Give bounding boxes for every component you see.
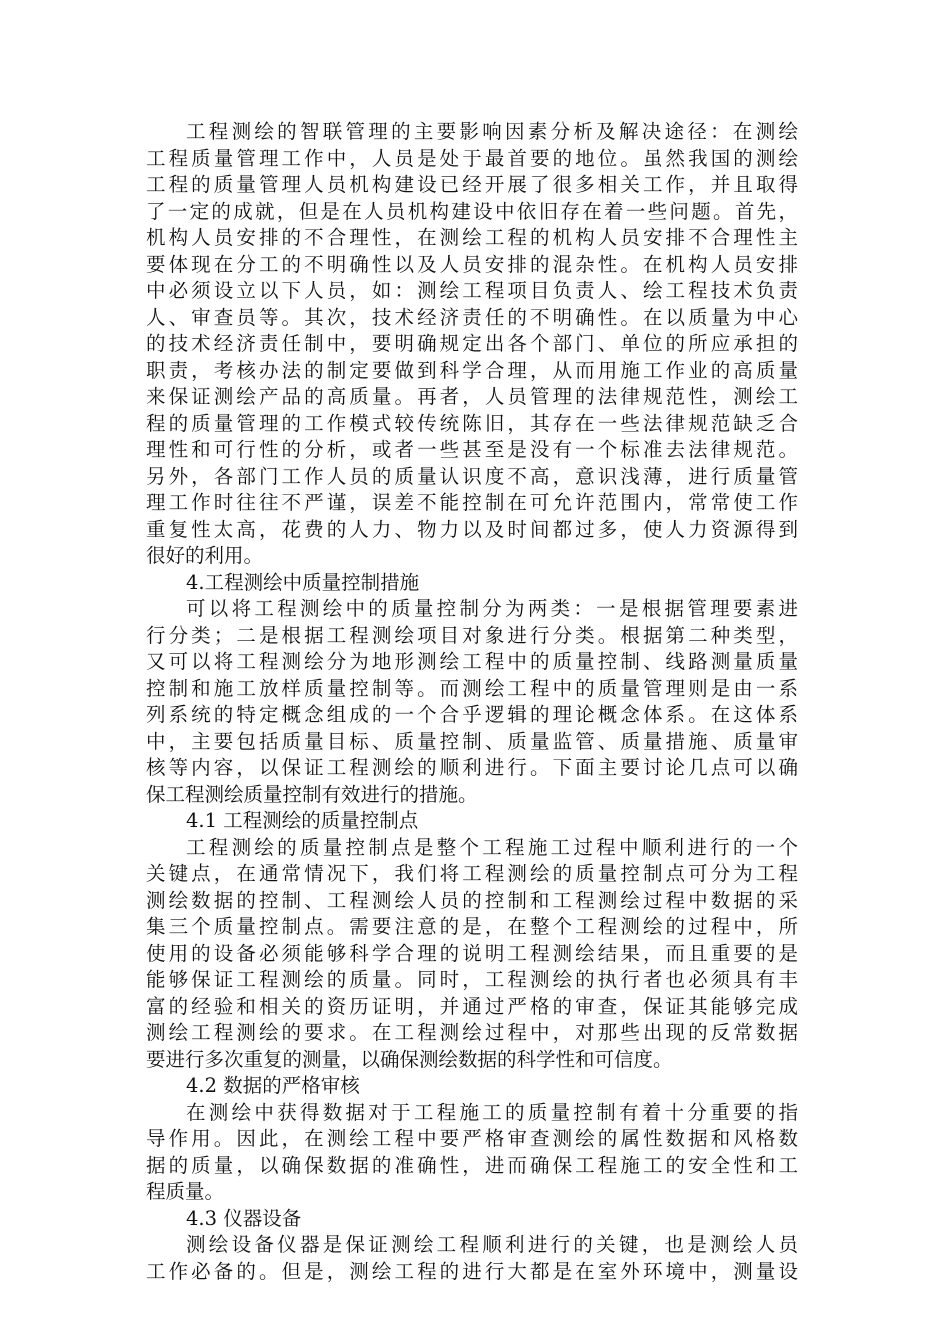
paragraph-line: 来保证测绘产品的高质量。再者，人员管理的法律规范性，测绘工: [146, 385, 798, 408]
section-heading: [146, 808, 798, 835]
paragraph-line: 另外，各部门工作人员的质量认识度不高，意识浅薄，进行质量管: [146, 464, 798, 488]
heading-text: 4.1 工程测绘的质量控制点: [186, 809, 419, 832]
paragraph-line: 使用的设备必须能够科学合理的说明工程测绘结果，而且重要的是: [146, 941, 798, 965]
paragraph-line: 要体现在分工的不明确性以及人员安排的混杂性。在机构人员安排: [146, 252, 798, 276]
body-paragraph: [146, 1100, 798, 1206]
paragraph-line: 理工作时往往不严谨，误差不能控制在可允许范围内，常常使工作: [146, 491, 798, 514]
paragraph-line: 可以将工程测绘中的质量控制分为两类：一是根据管理要素进: [186, 597, 798, 620]
paragraph-line: 程质量。: [146, 1180, 225, 1203]
paragraph-line: 关键点，在通常情况下，我们将工程测绘的质量控制点可分为工程: [146, 862, 798, 885]
paragraph-line: 又可以将工程测绘分为地形测绘工程中的质量控制、线路测量质量: [146, 650, 798, 673]
paragraph-line: 在测绘中获得数据对于工程施工的质量控制有着十分重要的指: [186, 1100, 798, 1124]
section-heading: [146, 1073, 798, 1100]
body-paragraph: [146, 119, 798, 570]
paragraph-line: 工程测绘的智联管理的主要影响因素分析及解决途径：在测绘: [186, 120, 798, 143]
paragraph-line: 导作用。因此，在测绘工程中要严格审查测绘的属性数据和风格数: [146, 1127, 798, 1150]
paragraph-line: 程的质量管理的工作模式较传统陈旧，其存在一些法律规范缺乏合: [146, 411, 798, 435]
heading-text: 4.3 仪器设备: [186, 1206, 302, 1230]
paragraph-line: 工作必备的。但是，测绘工程的进行大都是在室外环境中，测量设: [146, 1259, 798, 1283]
body-paragraph: [146, 596, 798, 808]
paragraph-line: 人、审查员等。其次，技术经济责任的不明确性。在以质量为中心: [146, 305, 798, 329]
section-heading: [146, 1206, 798, 1233]
paragraph-line: 重复性太高，花费的人力、物力以及时间都过多，使人力资源得到: [146, 517, 798, 541]
paragraph-line: 富的经验和相关的资历证明，并通过严格的审查，保证其能够完成: [146, 994, 798, 1018]
paragraph-line: 了一定的成就，但是在人员机构建设中依旧存在着一些问题。首先，: [146, 199, 798, 223]
paragraph-line: 测绘工程测绘的要求。在工程测绘过程中，对那些出现的反常数据: [146, 1021, 798, 1044]
paragraph-line: 测绘数据的控制、工程测绘人员的控制和工程测绘过程中数据的采: [146, 888, 798, 912]
paragraph-line: 控制和施工放样质量控制等。而测绘工程中的质量管理则是由一系: [146, 676, 798, 700]
paragraph-line: 测绘设备仪器是保证测绘工程顺利进行的关键，也是测绘人员: [186, 1233, 798, 1256]
paragraph-line: 职责，考核办法的制定要做到科学合理，从而用施工作业的高质量: [146, 358, 798, 382]
paragraph-line: 中必须设立以下人员，如：测绘工程项目负责人、绘工程技术负责: [146, 279, 798, 302]
body-paragraph: [146, 835, 798, 1074]
paragraph-line: 很好的利用。: [146, 544, 264, 567]
heading-text: 4.工程测绘中质量控制措施: [186, 570, 420, 594]
section-heading: [146, 570, 798, 597]
paragraph-line: 行分类；二是根据工程测绘项目对象进行分类。根据第二种类型，: [146, 623, 798, 647]
paragraph-line: 工程质量管理工作中，人员是处于最首要的地位。虽然我国的测绘: [146, 146, 798, 170]
paragraph-line: 工程的质量管理人员机构建设已经开展了很多相关工作，并且取得: [146, 173, 798, 196]
paragraph-line: 能够保证工程测绘的质量。同时，工程测绘的执行者也必须具有丰: [146, 968, 798, 991]
paragraph-line: 集三个质量控制点。需要注意的是，在整个工程测绘的过程中，所: [146, 915, 798, 938]
heading-text: 4.2 数据的严格审核: [186, 1074, 360, 1097]
paragraph-line: 核等内容，以保证工程测绘的顺利进行。下面主要讨论几点可以确: [146, 756, 798, 779]
paragraph-line: 机构人员安排的不合理性，在测绘工程的机构人员安排不合理性主: [146, 226, 798, 249]
document-page: [146, 119, 798, 1285]
paragraph-line: 据的质量，以确保数据的准确性，进而确保工程施工的安全性和工: [146, 1153, 798, 1177]
paragraph-line: 保工程测绘质量控制有效进行的措施。: [146, 782, 478, 806]
paragraph-line: 工程测绘的质量控制点是整个工程施工过程中顺利进行的一个: [186, 835, 798, 859]
paragraph-line: 要进行多次重复的测量，以确保测绘数据的科学性和可信度。: [146, 1047, 673, 1071]
paragraph-line: 中，主要包括质量目标、质量控制、质量监管、质量措施、质量审: [146, 729, 798, 753]
paragraph-line: 的技术经济责任制中，要明确规定出各个部门、单位的所应承担的: [146, 332, 798, 355]
paragraph-line: 理性和可行性的分析，或者一些甚至是没有一个标准去法律规范。: [146, 438, 798, 461]
body-paragraph: [146, 1232, 798, 1285]
paragraph-line: 列系统的特定概念组成的一个合乎逻辑的理论概念体系。在这体系: [146, 703, 798, 726]
